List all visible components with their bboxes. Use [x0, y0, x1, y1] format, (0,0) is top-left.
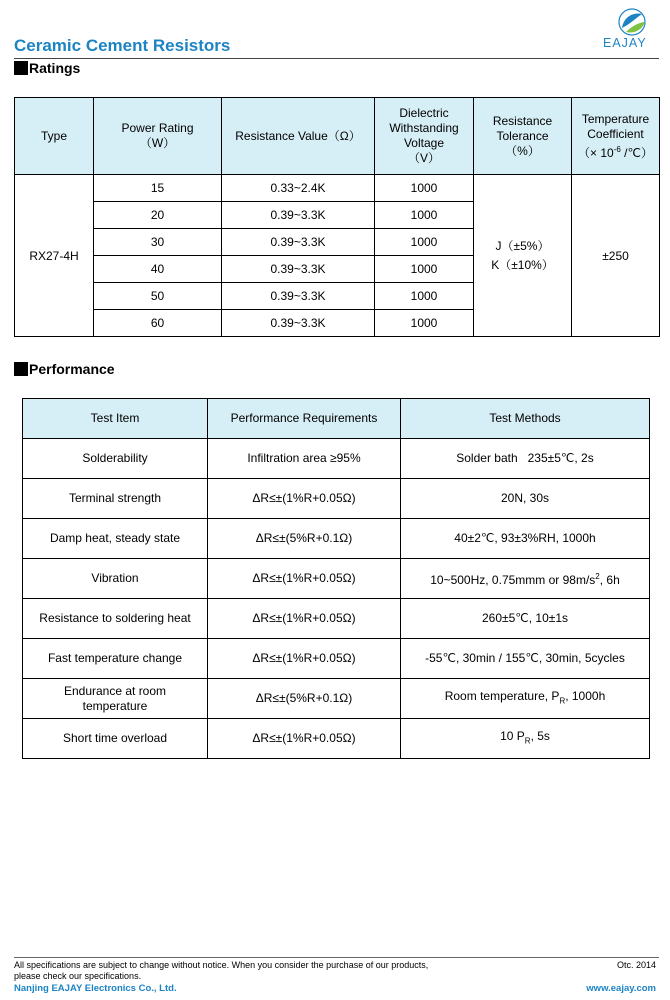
method-cell [401, 559, 650, 599]
tempco-cell: ±250 [572, 175, 660, 337]
col-type: Type [15, 98, 94, 175]
requirement-cell: ΔR≤±(1%R+0.05Ω) [208, 639, 401, 679]
table-row [23, 679, 650, 719]
test-item-cell: Short time overload [23, 719, 208, 759]
test-item-line-2: temperature [82, 698, 148, 713]
col-resistance: Resistance Value（Ω） [222, 98, 375, 175]
table-row [23, 599, 650, 639]
method-text: 10 P [500, 728, 525, 743]
voltage-cell: 1000 [375, 229, 474, 256]
requirement-cell: ΔR≤±(5%R+0.1Ω) [208, 519, 401, 559]
method-cell [401, 719, 650, 759]
table-row [23, 719, 650, 759]
tolerance-k: K（±10%） [491, 257, 554, 272]
method-text-end: , 6h [599, 573, 620, 587]
test-item-cell: Resistance to soldering heat [23, 599, 208, 639]
table-row [23, 439, 650, 479]
dielectric-label-1: Dielectric [399, 106, 449, 120]
power-cell: 15 [94, 175, 222, 202]
table-row [23, 519, 650, 559]
method-text-end: , 1000h [565, 688, 606, 703]
tempco-unit-pre: （× 10 [578, 145, 614, 160]
disclaimer-line-2: please check our specifications. [14, 971, 142, 981]
test-item-line-1: Endurance at room [63, 683, 167, 698]
ratings-header-row [15, 98, 660, 175]
method-text: 10~500Hz, 0.75mmm or 98m/s [430, 573, 596, 587]
ratings-table [14, 97, 660, 337]
col-performance-requirements: Performance Requirements [208, 399, 401, 439]
resistance-cell: 0.33~2.4K [222, 175, 375, 202]
tolerance-j: J（±5%） [495, 238, 550, 253]
disclaimer-line-1: All specifications are subject to change without notice. When you consider the purchase of our products, [14, 960, 429, 970]
tolerance-cell [474, 175, 572, 337]
resistance-cell: 0.39~3.3K [222, 229, 375, 256]
tempco-unit-exp: -6 [613, 144, 621, 154]
method-cell: 260±5℃, 10±1s [401, 599, 650, 639]
method-cell [401, 679, 650, 719]
method-cell: 20N, 30s [401, 479, 650, 519]
logo-text: EAJAY [603, 36, 647, 50]
resistance-cell: 0.39~3.3K [222, 283, 375, 310]
requirement-cell: ΔR≤±(1%R+0.05Ω) [208, 719, 401, 759]
power-cell: 30 [94, 229, 222, 256]
method-text: Room temperature, P [444, 688, 560, 703]
requirement-cell: ΔR≤±(1%R+0.05Ω) [208, 559, 401, 599]
voltage-cell: 1000 [375, 283, 474, 310]
resistance-cell: 0.39~3.3K [222, 202, 375, 229]
tolerance-label-1: Resistance [492, 113, 553, 128]
method-cell: 40±2℃, 93±3%RH, 1000h [401, 519, 650, 559]
square-bullet-icon [14, 362, 28, 376]
test-item-cell: Damp heat, steady state [23, 519, 208, 559]
power-unit: （W） [139, 136, 176, 150]
method-text-end: , 5s [530, 728, 550, 743]
dielectric-label-2: Withstanding [389, 121, 459, 135]
power-cell: 50 [94, 283, 222, 310]
power-cell: 40 [94, 256, 222, 283]
test-item-cell: Vibration [23, 559, 208, 599]
voltage-cell: 1000 [375, 256, 474, 283]
col-power-rating [94, 98, 222, 175]
power-label: Power Rating [121, 121, 194, 135]
tempco-unit [576, 142, 655, 161]
test-item-cell: Solderability [23, 439, 208, 479]
dielectric-label-3: Voltage [403, 136, 445, 150]
square-bullet-icon [14, 61, 28, 75]
power-cell: 60 [94, 310, 222, 337]
col-test-methods: Test Methods [401, 399, 650, 439]
table-row [23, 479, 650, 519]
tolerance-label-2: Tolerance [496, 128, 549, 143]
type-cell: RX27-4H [15, 175, 94, 337]
ratings-heading-text: Ratings [29, 60, 81, 76]
requirement-cell: ΔR≤±(1%R+0.05Ω) [208, 479, 401, 519]
tolerance-unit: （%） [505, 143, 540, 158]
col-test-item: Test Item [23, 399, 208, 439]
resistance-cell: 0.39~3.3K [222, 310, 375, 337]
test-item-cell [23, 679, 208, 719]
test-item-cell: Terminal strength [23, 479, 208, 519]
col-tempco [572, 98, 660, 175]
voltage-cell: 1000 [375, 310, 474, 337]
table-row [15, 175, 660, 202]
tempco-unit-post: /℃） [620, 145, 653, 160]
method-cell: Solder bath 235±5℃, 2s [401, 439, 650, 479]
power-cell: 20 [94, 202, 222, 229]
website-link[interactable]: www.eajay.com [586, 983, 656, 994]
table-row [23, 639, 650, 679]
performance-header-row [23, 399, 650, 439]
performance-heading [14, 361, 115, 377]
company-name: Nanjing EAJAY Electronics Co., Ltd. [14, 983, 177, 994]
page-title: Ceramic Cement Resistors [14, 36, 231, 55]
footer-date: Otc. 2014 [616, 960, 656, 970]
performance-heading-text: Performance [29, 361, 115, 377]
ratings-heading [14, 60, 80, 76]
title-divider [14, 58, 659, 59]
requirement-cell: ΔR≤±(1%R+0.05Ω) [208, 599, 401, 639]
table-row [23, 559, 650, 599]
test-item-cell: Fast temperature change [23, 639, 208, 679]
method-superscript: 2 [595, 572, 600, 581]
requirement-cell: Infiltration area ≥95% [208, 439, 401, 479]
footer-disclaimer [14, 960, 484, 982]
tempco-label-2: Coefficient [587, 126, 644, 141]
voltage-cell: 1000 [375, 175, 474, 202]
method-cell: -55℃, 30min / 155℃, 30min, 5cycles [401, 639, 650, 679]
tempco-label-1: Temperature [581, 111, 650, 126]
col-tolerance [474, 98, 572, 175]
col-dielectric [375, 98, 474, 175]
resistance-cell: 0.39~3.3K [222, 256, 375, 283]
performance-table [22, 398, 650, 759]
dielectric-unit: （V） [407, 151, 440, 165]
requirement-cell: ΔR≤±(5%R+0.1Ω) [208, 679, 401, 719]
method-subscript: R [524, 736, 531, 746]
voltage-cell: 1000 [375, 202, 474, 229]
footer-divider [14, 957, 659, 958]
method-subscript: R [559, 696, 566, 706]
